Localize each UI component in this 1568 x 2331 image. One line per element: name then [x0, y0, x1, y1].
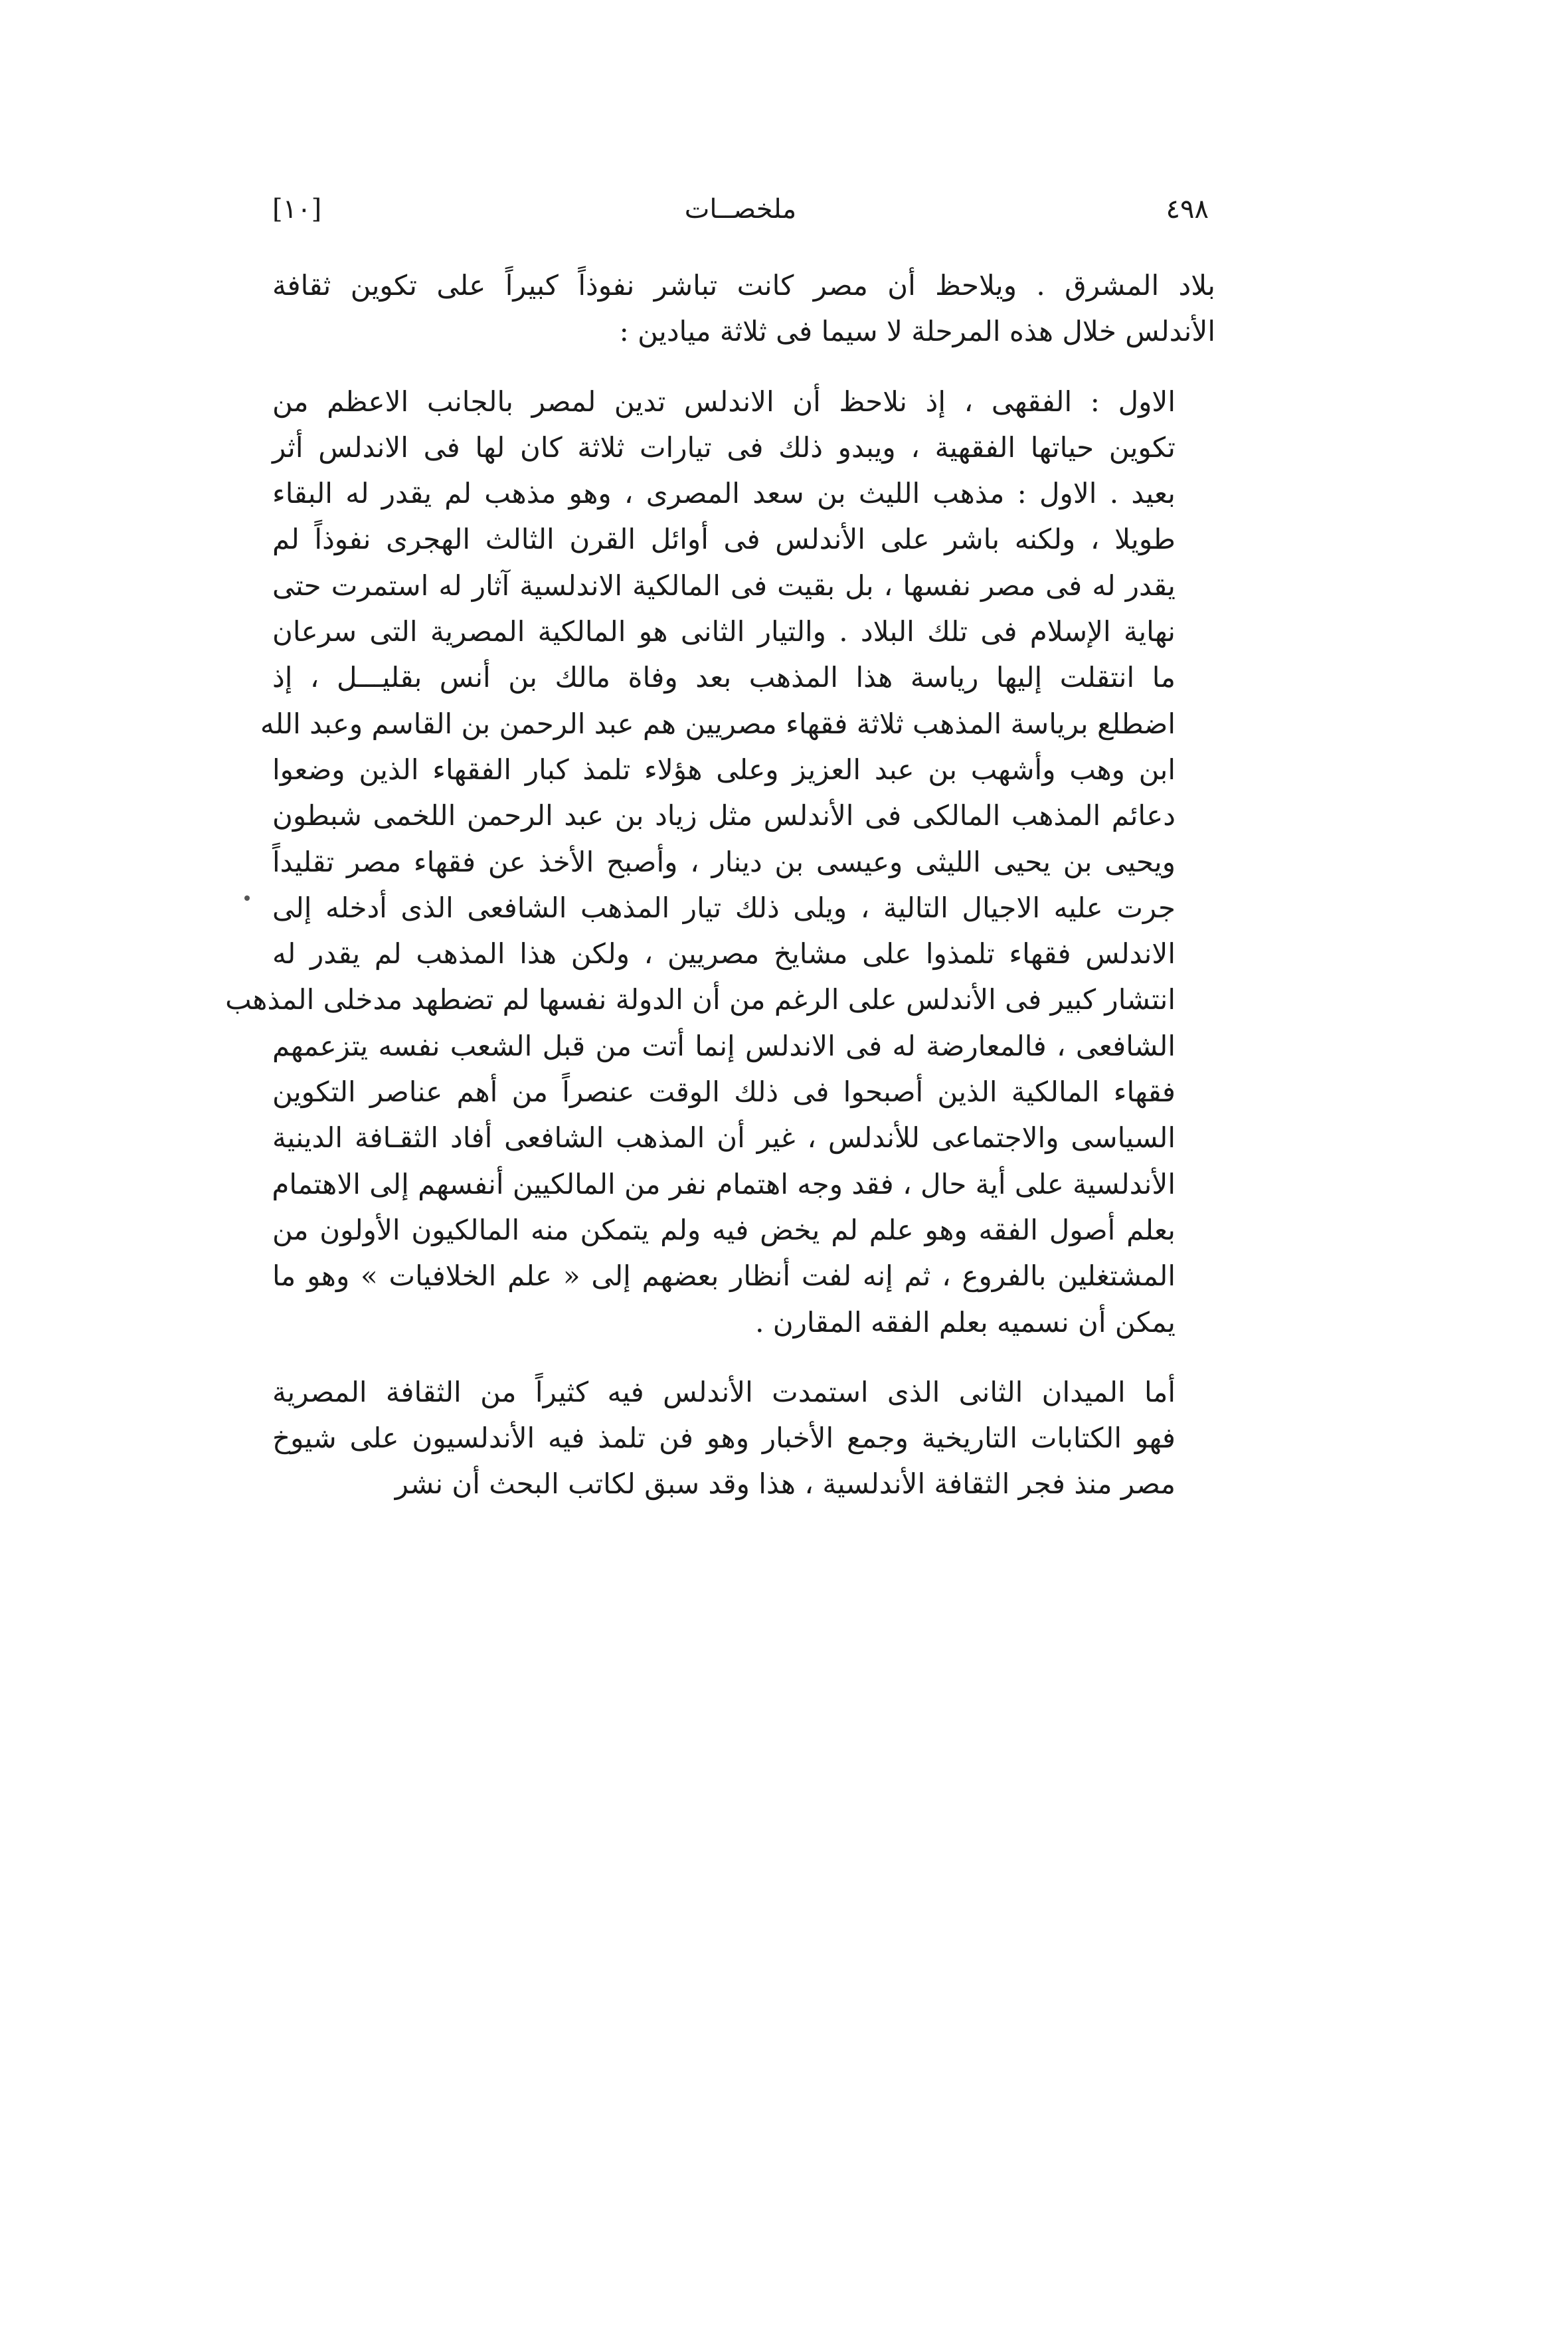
paragraph: [272, 262, 1215, 355]
text-line: نهاية الإسلام فى تلك البلاد . والتيار الثانى هو المالكية المصرية التى سرعان: [272, 615, 1176, 648]
text-line: بعيد . الاول : مذهب الليث بن سعد المصرى ، وهو مذهب لم يقدر له البقاء: [272, 477, 1176, 510]
text-line: الأندلس خلال هذه المرحلة لا سيما فى ثلاثة ميادين :: [619, 315, 1215, 348]
text-line: فقهاء المالكية الذين أصبحوا فى ذلك الوقت عنصراً من أهم عناصر التكوين: [272, 1075, 1176, 1109]
text-line: دعائم المذهب المالكى فى الأندلس مثل زياد بن عبد الرحمن اللخمى شبطون: [272, 799, 1176, 832]
text-line: الشافعى ، فالمعارضة له فى الاندلس إنما أتت من قبل الشعب نفسه يتزعمهم: [272, 1029, 1176, 1062]
text-line: السياسى والاجتماعى للأندلس ، غير أن المذهب الشافعى أفاد الثقـافة الدينية: [272, 1121, 1176, 1155]
text-line: ويحيى بن يحيى الليثى وعيسى بن دينار ، وأصبح الأخذ عن فقهاء مصر تقليداً: [272, 845, 1176, 878]
text-line: ابن وهب وأشهب بن عبد العزيز وعلى هؤلاء تلمذ كبار الفقهاء الذين وضعوا: [272, 753, 1176, 786]
section-title: ملخصــات: [684, 194, 797, 225]
text-line: المشتغلين بالفروع ، ثم إنه لفت أنظار بعضهم إلى « علم الخلافيات » وهو ما: [272, 1259, 1176, 1293]
text-line: يمكن أن نسميه بعلم الفقه المقارن .: [755, 1305, 1176, 1339]
paragraph: [225, 379, 1215, 1345]
text-line: الاندلس فقهاء تلمذوا على مشايخ مصريين ، ولكن هذا المذهب لم يقدر له: [272, 937, 1176, 971]
text-line: فهو الكتابات التاريخية وجمع الأخبار وهو فن تلمذ فيه الأندلسيون على شيوخ: [272, 1422, 1176, 1455]
text-line: مصر منذ فجر الثقافة الأندلسية ، هذا وقد سبق لكاتب البحث أن نشر: [394, 1467, 1176, 1501]
text-line: يقدر له فى مصر نفسها ، بل بقيت فى المالكية الاندلسية آثار له استمرت حتى: [272, 569, 1176, 602]
text-line: الأندلسية على أية حال ، فقد وجه اهتمام نفر من المالكيين أنفسهم إلى الاهتمام: [272, 1167, 1176, 1200]
text-line: أما الميدان الثانى الذى استمدت الأندلس فيه كثيراً من الثقافة المصرية: [272, 1375, 1176, 1408]
text-line: ما انتقلت إليها رياسة هذا المذهب بعد وفاة مالك بن أنس بقليـــل ، إذ: [272, 661, 1176, 694]
body-text: [225, 262, 1215, 1531]
text-line: تكوين حياتها الفقهية ، ويبدو ذلك فى تيارات ثلاثة كان لها فى الاندلس أثر: [272, 430, 1176, 464]
text-line: بعلم أصول الفقه وهو علم لم يخض فيه ولم يتمكن منه المالكيون الأولون من: [272, 1213, 1176, 1246]
running-header: [266, 189, 1215, 242]
text-line: اضطلع برياسة المذهب ثلاثة فقهاء مصريين هم عبد الرحمن بن القاسم وعبد الله: [260, 707, 1176, 740]
margin-dot: [244, 895, 250, 901]
text-line: انتشار كبير فى الأندلس على الرغم من أن الدولة نفسها لم تضطهد مدخلى المذهب: [225, 983, 1176, 1016]
paragraph: [272, 1369, 1215, 1507]
page-number: ٤٩٨: [1166, 194, 1209, 225]
section-number: [١٠]: [272, 194, 322, 225]
text-line: جرت عليه الاجيال التالية ، ويلى ذلك تيار المذهب الشافعى الذى أدخله إلى: [272, 891, 1176, 924]
text-line: بلاد المشرق . ويلاحظ أن مصر كانت تباشر نفوذاً كبيراً على تكوين ثقافة: [272, 269, 1215, 302]
text-line: طويلا ، ولكنه باشر على الأندلس فى أوائل القرن الثالث الهجرى نفوذاً لم: [272, 523, 1176, 556]
text-line: الاول : الفقهى ، إذ نلاحظ أن الاندلس تدين لمصر بالجانب الاعظم من: [272, 385, 1176, 418]
